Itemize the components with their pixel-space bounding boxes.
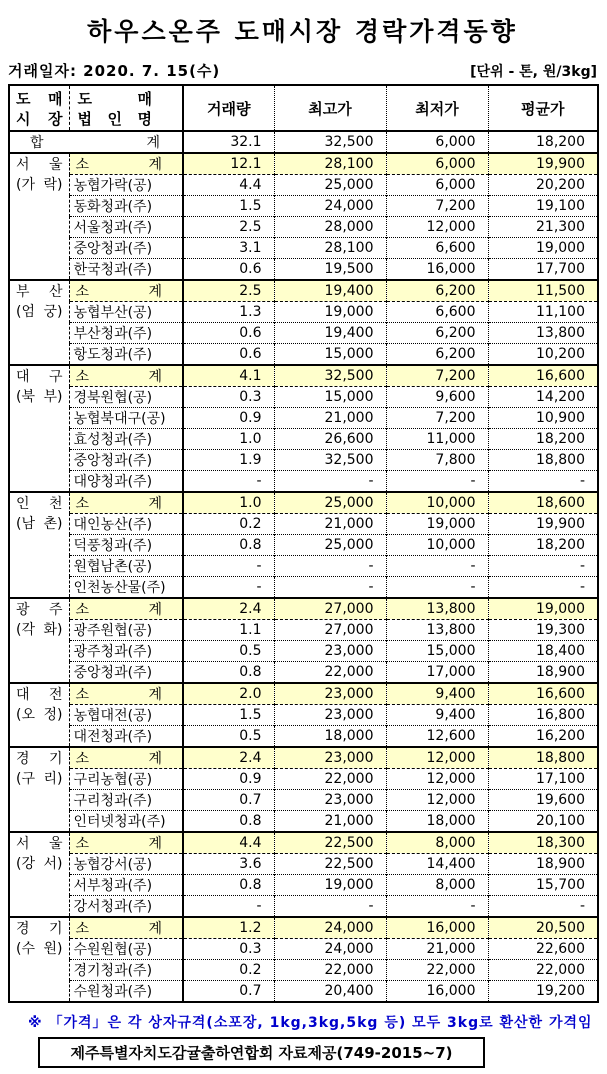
high-price-cell: 21,000 xyxy=(274,408,386,429)
avg-price-cell: 15,700 xyxy=(488,875,598,896)
corp-name-cell: 농협부산(공) xyxy=(69,302,183,323)
avg-price-cell: 19,300 xyxy=(488,620,598,641)
market-cell: 광 주 (각 화) xyxy=(9,598,69,683)
volume-cell: 2.5 xyxy=(183,280,274,302)
corp-name-cell: 광주원협(공) xyxy=(69,620,183,641)
volume-cell: 3.1 xyxy=(183,238,274,259)
corp-name-cell: 대인농산(주) xyxy=(69,514,183,535)
low-price-cell: 8,000 xyxy=(386,875,488,896)
corp-name-cell: 농협대전(공) xyxy=(69,705,183,726)
high-price-cell: 15,000 xyxy=(274,387,386,408)
table-row xyxy=(9,450,598,471)
table-row xyxy=(9,344,598,366)
corp-name-cell: 인천농산물(주) xyxy=(69,577,183,599)
high-price-cell: 32,500 xyxy=(274,450,386,471)
avg-price-cell: 17,700 xyxy=(488,259,598,281)
header-row xyxy=(9,85,598,131)
corp-name-cell: 중앙청과(주) xyxy=(69,238,183,259)
high-price-cell: 22,500 xyxy=(274,832,386,854)
table-row xyxy=(9,302,598,323)
volume-cell: 0.8 xyxy=(183,875,274,896)
high-price-cell: 25,000 xyxy=(274,535,386,556)
high-price-cell: 23,000 xyxy=(274,641,386,662)
avg-price-cell: 11,500 xyxy=(488,280,598,302)
table-row xyxy=(9,408,598,429)
table-row xyxy=(9,217,598,238)
table-row xyxy=(9,811,598,833)
low-price-cell: 6,000 xyxy=(386,175,488,196)
table-row xyxy=(9,726,598,748)
table-row xyxy=(9,387,598,408)
table-row xyxy=(9,641,598,662)
low-price-cell: 6,000 xyxy=(386,153,488,175)
low-price-cell: 13,800 xyxy=(386,598,488,620)
total-value-cell: 32,500 xyxy=(274,131,386,153)
volume-cell: 1.9 xyxy=(183,450,274,471)
market-cell: 서 울 (강 서) xyxy=(9,832,69,917)
low-price-cell: 6,200 xyxy=(386,344,488,366)
corp-name-cell: 구리청과(주) xyxy=(69,790,183,811)
total-value-cell: 32.1 xyxy=(183,131,274,153)
table-row xyxy=(9,535,598,556)
volume-cell: 0.5 xyxy=(183,641,274,662)
table-row xyxy=(9,323,598,344)
subtotal-row xyxy=(9,365,598,387)
high-price-cell: 15,000 xyxy=(274,344,386,366)
avg-price-cell: 18,600 xyxy=(488,492,598,514)
volume-cell: 0.2 xyxy=(183,514,274,535)
footnote: ※ 「가격」은 각 상자규격(소포장, 1kg,3kg,5kg 등) 모두 3kg로 환산한 가격임 xyxy=(28,1015,593,1031)
market-cell: 인 천 (남 촌) xyxy=(9,492,69,598)
corp-name-cell: 한국청과(주) xyxy=(69,259,183,281)
avg-price-cell: 19,900 xyxy=(488,514,598,535)
high-price-cell: 19,500 xyxy=(274,259,386,281)
low-price-cell: 16,000 xyxy=(386,259,488,281)
volume-cell: 0.3 xyxy=(183,939,274,960)
volume-cell: 0.3 xyxy=(183,387,274,408)
corp-name-cell: 구리농협(공) xyxy=(69,769,183,790)
low-price-cell: 15,000 xyxy=(386,641,488,662)
high-price-cell: 23,000 xyxy=(274,683,386,705)
low-price-cell: 18,000 xyxy=(386,811,488,833)
table-row xyxy=(9,854,598,875)
avg-price-cell: 13,800 xyxy=(488,323,598,344)
avg-price-cell: 16,600 xyxy=(488,365,598,387)
high-price-cell: 19,400 xyxy=(274,323,386,344)
subtotal-row xyxy=(9,683,598,705)
market-cell: 서 울 (가 락) xyxy=(9,153,69,280)
subtotal-label-cell: 소 계 xyxy=(69,683,183,705)
subtotal-label-cell: 소 계 xyxy=(69,832,183,854)
avg-price-cell: 11,100 xyxy=(488,302,598,323)
volume-cell: 0.7 xyxy=(183,790,274,811)
avg-price-cell: 19,600 xyxy=(488,790,598,811)
avg-price-cell: 20,100 xyxy=(488,811,598,833)
volume-cell: 0.6 xyxy=(183,344,274,366)
low-price-cell: 6,200 xyxy=(386,323,488,344)
volume-cell: 2.0 xyxy=(183,683,274,705)
table-row xyxy=(9,514,598,535)
table-row xyxy=(9,471,598,493)
volume-cell: 1.3 xyxy=(183,302,274,323)
subtotal-label-cell: 소 계 xyxy=(69,747,183,769)
high-price-cell: 22,500 xyxy=(274,854,386,875)
table-row xyxy=(9,896,598,918)
subtotal-row xyxy=(9,492,598,514)
avg-price-cell: 19,000 xyxy=(488,598,598,620)
corp-name-cell: 수원원협(공) xyxy=(69,939,183,960)
low-price-cell: 9,400 xyxy=(386,705,488,726)
table-row xyxy=(9,960,598,981)
high-price-cell: 27,000 xyxy=(274,598,386,620)
avg-price-cell: 16,600 xyxy=(488,683,598,705)
market-cell: 경 기 (구 리) xyxy=(9,747,69,832)
volume-cell: 1.5 xyxy=(183,196,274,217)
total-label-cell: 합 계 xyxy=(9,131,183,153)
volume-cell: - xyxy=(183,556,274,577)
avg-price-cell: 18,300 xyxy=(488,832,598,854)
volume-cell: 0.2 xyxy=(183,960,274,981)
low-price-cell: 6,600 xyxy=(386,302,488,323)
low-price-cell: 12,600 xyxy=(386,726,488,748)
high-price-cell: - xyxy=(274,577,386,599)
volume-cell: 1.2 xyxy=(183,917,274,939)
avg-price-cell: 19,000 xyxy=(488,238,598,259)
avg-price-cell: 16,200 xyxy=(488,726,598,748)
avg-price-cell: 21,300 xyxy=(488,217,598,238)
avg-price-cell: 17,100 xyxy=(488,769,598,790)
low-price-cell: 11,000 xyxy=(386,429,488,450)
low-price-cell: 14,400 xyxy=(386,854,488,875)
volume-cell: 1.0 xyxy=(183,429,274,450)
volume-cell: 0.6 xyxy=(183,259,274,281)
volume-cell: 3.6 xyxy=(183,854,274,875)
volume-cell: 12.1 xyxy=(183,153,274,175)
high-price-cell: 28,100 xyxy=(274,153,386,175)
high-price-cell: 21,000 xyxy=(274,514,386,535)
volume-cell: 0.8 xyxy=(183,535,274,556)
high-price-cell: 19,000 xyxy=(274,302,386,323)
table-row xyxy=(9,429,598,450)
volume-cell: 0.9 xyxy=(183,769,274,790)
volume-cell: 0.5 xyxy=(183,726,274,748)
corp-name-cell: 항도청과(주) xyxy=(69,344,183,366)
market-cell: 부 산 (엄 궁) xyxy=(9,280,69,365)
low-price-cell: 9,600 xyxy=(386,387,488,408)
market-cell: 경 기 (수 원) xyxy=(9,917,69,1002)
subtotal-row xyxy=(9,832,598,854)
high-price-cell: 27,000 xyxy=(274,620,386,641)
subtotal-label-cell: 소 계 xyxy=(69,153,183,175)
corp-name-cell: 중앙청과(주) xyxy=(69,662,183,684)
corp-name-cell: 수원청과(주) xyxy=(69,981,183,1003)
avg-price-cell: 10,200 xyxy=(488,344,598,366)
table-row xyxy=(9,790,598,811)
volume-cell: 0.8 xyxy=(183,662,274,684)
table-row xyxy=(9,875,598,896)
corp-name-cell: 서울청과(주) xyxy=(69,217,183,238)
subtotal-label-cell: 소 계 xyxy=(69,598,183,620)
volume-cell: 2.4 xyxy=(183,598,274,620)
avg-price-cell: 18,800 xyxy=(488,450,598,471)
avg-price-cell: - xyxy=(488,577,598,599)
low-price-cell: 12,000 xyxy=(386,217,488,238)
low-price-cell: 17,000 xyxy=(386,662,488,684)
high-price-cell: 22,000 xyxy=(274,662,386,684)
volume-cell: 4.4 xyxy=(183,175,274,196)
volume-cell: 0.7 xyxy=(183,981,274,1003)
avg-price-cell: 18,400 xyxy=(488,641,598,662)
header-cell: 평균가 xyxy=(488,85,598,131)
avg-price-cell: 20,200 xyxy=(488,175,598,196)
subtotal-label-cell: 소 계 xyxy=(69,917,183,939)
table-head xyxy=(9,85,598,131)
avg-price-cell: 14,200 xyxy=(488,387,598,408)
low-price-cell: 8,000 xyxy=(386,832,488,854)
low-price-cell: 10,000 xyxy=(386,535,488,556)
volume-cell: - xyxy=(183,471,274,493)
corp-name-cell: 경북원협(공) xyxy=(69,387,183,408)
table-row xyxy=(9,662,598,684)
table-row xyxy=(9,769,598,790)
subtotal-label-cell: 소 계 xyxy=(69,365,183,387)
high-price-cell: 24,000 xyxy=(274,196,386,217)
high-price-cell: 28,100 xyxy=(274,238,386,259)
table-row xyxy=(9,981,598,1003)
avg-price-cell: 20,500 xyxy=(488,917,598,939)
high-price-cell: 28,000 xyxy=(274,217,386,238)
total-value-cell: 18,200 xyxy=(536,134,585,150)
corp-name-cell: 효성청과(주) xyxy=(69,429,183,450)
low-price-cell: 21,000 xyxy=(386,939,488,960)
subtotal-row xyxy=(9,598,598,620)
corp-name-cell: 대전청과(주) xyxy=(69,726,183,748)
subtotal-row xyxy=(9,747,598,769)
subtotal-row xyxy=(9,280,598,302)
corp-name-cell: 덕풍청과(주) xyxy=(69,535,183,556)
high-price-cell: - xyxy=(274,556,386,577)
avg-price-cell: 19,100 xyxy=(488,196,598,217)
subtotal-row xyxy=(9,153,598,175)
volume-cell: 2.4 xyxy=(183,747,274,769)
avg-price-cell: 18,200 xyxy=(488,535,598,556)
header-cell: 최저가 xyxy=(386,85,488,131)
corp-name-cell: 광주청과(주) xyxy=(69,641,183,662)
low-price-cell: - xyxy=(386,896,488,918)
low-price-cell: 19,000 xyxy=(386,514,488,535)
volume-cell: 1.5 xyxy=(183,705,274,726)
low-price-cell: 7,200 xyxy=(386,196,488,217)
high-price-cell: 23,000 xyxy=(274,747,386,769)
high-price-cell: 22,000 xyxy=(274,960,386,981)
low-price-cell: 6,600 xyxy=(386,238,488,259)
avg-price-cell: 22,600 xyxy=(488,939,598,960)
low-price-cell: 6,200 xyxy=(386,280,488,302)
corp-name-cell: 서부청과(주) xyxy=(69,875,183,896)
table-row xyxy=(9,577,598,599)
high-price-cell: - xyxy=(274,896,386,918)
header-cell: 최고가 xyxy=(274,85,386,131)
low-price-cell: 22,000 xyxy=(386,960,488,981)
avg-price-cell: 18,900 xyxy=(488,662,598,684)
table-row xyxy=(9,705,598,726)
high-price-cell: 23,000 xyxy=(274,790,386,811)
high-price-cell: 22,000 xyxy=(274,769,386,790)
low-price-cell: - xyxy=(386,471,488,493)
unit-label: [단위 - 톤, 원/3kg] xyxy=(470,64,597,80)
high-price-cell: 21,000 xyxy=(274,811,386,833)
corp-name-cell: 중앙청과(주) xyxy=(69,450,183,471)
corp-name-cell: 강서청과(주) xyxy=(69,896,183,918)
corp-name-cell: 대양청과(주) xyxy=(69,471,183,493)
market-cell: 대 구 (북 부) xyxy=(9,365,69,492)
low-price-cell: 10,000 xyxy=(386,492,488,514)
avg-price-cell: 16,800 xyxy=(488,705,598,726)
high-price-cell: 18,000 xyxy=(274,726,386,748)
avg-price-cell: - xyxy=(488,896,598,918)
subtotal-label-cell: 소 계 xyxy=(69,280,183,302)
low-price-cell: 16,000 xyxy=(386,981,488,1003)
table-row xyxy=(9,259,598,281)
corp-name-cell: 원협남촌(공) xyxy=(69,556,183,577)
avg-price-cell: - xyxy=(488,471,598,493)
volume-cell: - xyxy=(183,896,274,918)
volume-cell: 4.4 xyxy=(183,832,274,854)
table-row xyxy=(9,196,598,217)
avg-price-cell: 18,800 xyxy=(488,747,598,769)
corp-name-cell: 농협강서(공) xyxy=(69,854,183,875)
table-row xyxy=(9,556,598,577)
table-row xyxy=(9,175,598,196)
corp-name-cell: 동화청과(주) xyxy=(69,196,183,217)
high-price-cell: 24,000 xyxy=(274,917,386,939)
header-cell: 도 매 시 장 xyxy=(9,85,69,131)
corp-name-cell: 경기청과(주) xyxy=(69,960,183,981)
high-price-cell: 25,000 xyxy=(274,175,386,196)
volume-cell: 1.0 xyxy=(183,492,274,514)
avg-price-cell: 19,900 xyxy=(488,153,598,175)
high-price-cell: 19,000 xyxy=(274,875,386,896)
corp-name-cell: 부산청과(주) xyxy=(69,323,183,344)
volume-cell: 4.1 xyxy=(183,365,274,387)
low-price-cell: 7,200 xyxy=(386,408,488,429)
volume-cell: 0.8 xyxy=(183,811,274,833)
source-box: 제주특별자치도감귤출하연합회 자료제공(749-2015~7) xyxy=(38,1037,485,1068)
high-price-cell: 20,400 xyxy=(274,981,386,1003)
high-price-cell: 24,000 xyxy=(274,939,386,960)
corp-name-cell: 인터넷청과(주) xyxy=(69,811,183,833)
avg-price-cell: 10,900 xyxy=(488,408,598,429)
low-price-cell: - xyxy=(386,556,488,577)
table-row xyxy=(9,939,598,960)
high-price-cell: 19,400 xyxy=(274,280,386,302)
subtotal-label-cell: 소 계 xyxy=(69,492,183,514)
high-price-cell: 32,500 xyxy=(274,365,386,387)
trade-date-label: 거래일자: 2020. 7. 15(수) xyxy=(8,62,221,80)
high-price-cell: 25,000 xyxy=(274,492,386,514)
volume-cell: 0.6 xyxy=(183,323,274,344)
avg-price-cell: - xyxy=(488,556,598,577)
high-price-cell: 26,600 xyxy=(274,429,386,450)
low-price-cell: 12,000 xyxy=(386,790,488,811)
low-price-cell: 9,400 xyxy=(386,683,488,705)
subtotal-row xyxy=(9,917,598,939)
low-price-cell: 12,000 xyxy=(386,747,488,769)
avg-price-cell: 18,200 xyxy=(488,429,598,450)
table-row xyxy=(9,238,598,259)
corp-name-cell: 농협북대구(공) xyxy=(69,408,183,429)
total-value-cell: 6,000 xyxy=(386,131,488,153)
meta-row xyxy=(8,60,597,81)
price-table xyxy=(8,84,599,1003)
low-price-cell: 7,800 xyxy=(386,450,488,471)
header-cell: 거래량 xyxy=(183,85,274,131)
table-body xyxy=(9,131,598,1002)
table-row xyxy=(9,620,598,641)
avg-price-cell: 22,000 xyxy=(488,960,598,981)
corp-name-cell: 농협가락(공) xyxy=(69,175,183,196)
low-price-cell: 7,200 xyxy=(386,365,488,387)
page-title: 하우스온주 도매시장 경락가격동향 xyxy=(87,17,518,46)
volume-cell: 0.9 xyxy=(183,408,274,429)
volume-cell: 2.5 xyxy=(183,217,274,238)
avg-price-cell: 19,200 xyxy=(488,981,598,1003)
low-price-cell: 13,800 xyxy=(386,620,488,641)
total-row xyxy=(9,131,598,153)
low-price-cell: - xyxy=(386,577,488,599)
low-price-cell: 16,000 xyxy=(386,917,488,939)
avg-price-cell: 18,900 xyxy=(488,854,598,875)
volume-cell: - xyxy=(183,577,274,599)
header-cell: 도 매 법 인 명 xyxy=(69,85,183,131)
high-price-cell: - xyxy=(274,471,386,493)
volume-cell: 1.1 xyxy=(183,620,274,641)
high-price-cell: 23,000 xyxy=(274,705,386,726)
low-price-cell: 12,000 xyxy=(386,769,488,790)
market-cell: 대 전 (오 정) xyxy=(9,683,69,747)
